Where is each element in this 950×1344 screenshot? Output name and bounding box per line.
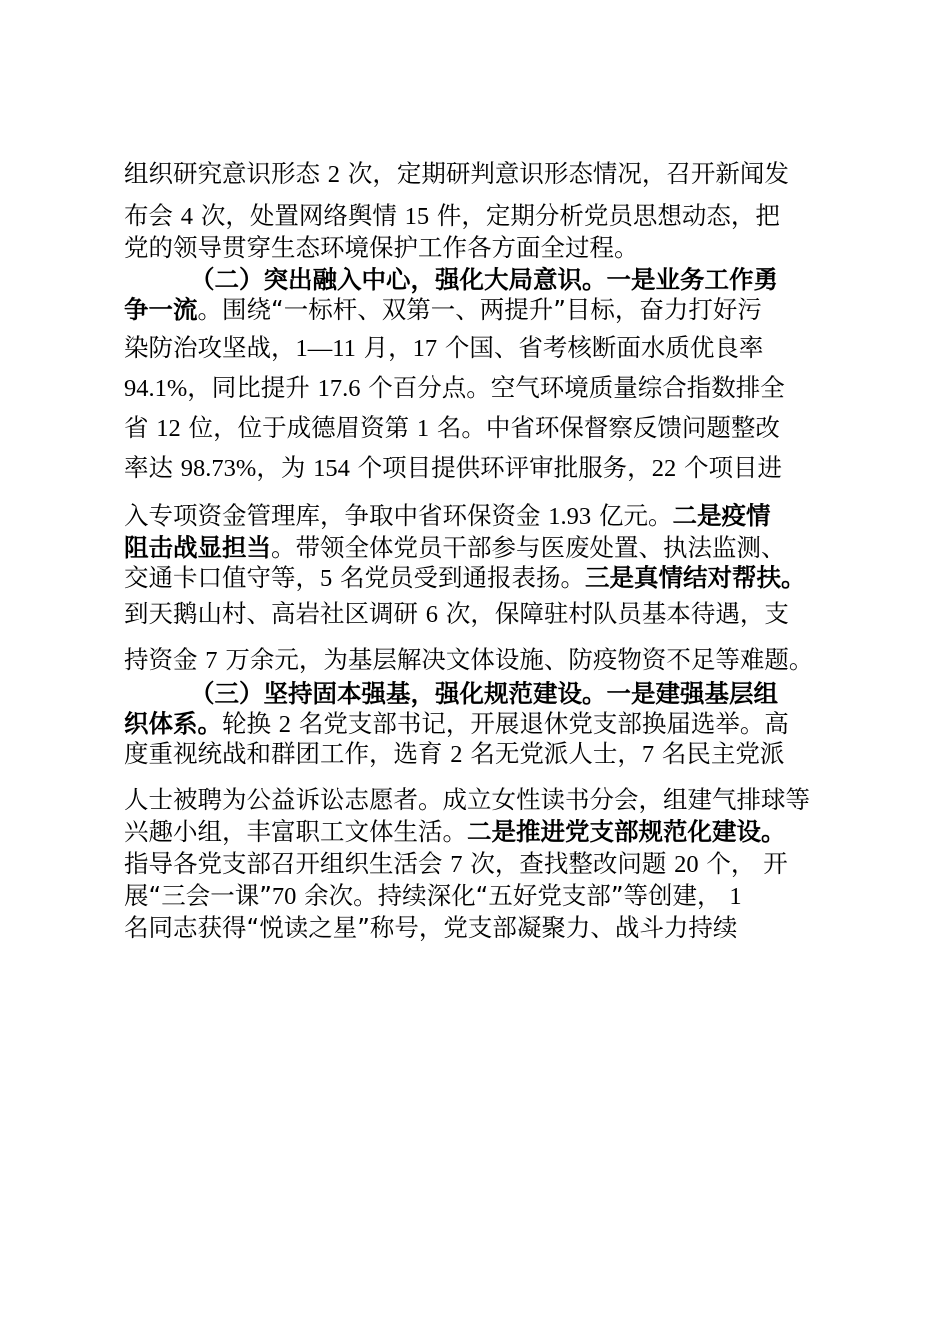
paragraph-line (124, 594, 844, 634)
text-run: 度重视统战和群团工作，选育 (124, 739, 451, 768)
text-run: 名民主党派 (654, 739, 785, 768)
number-run: 22 (651, 455, 677, 482)
text-run: 入专项资金管理库，争取中省环保资金 (124, 501, 549, 530)
text-run: 亿元。 (591, 501, 673, 530)
text-run: 位，位于成德眉资第 (180, 413, 417, 442)
text-run: 次，处置网络舆情 (193, 201, 405, 230)
text-run: 布会 (124, 201, 181, 230)
number-run: 17 (412, 335, 438, 362)
paragraph-line (124, 290, 844, 330)
paragraph-line (124, 368, 844, 408)
text-run: 兴趣小组，丰富职工文体生活。 (124, 817, 467, 846)
text-run: 个， 开 (698, 849, 788, 878)
number-run: 94.1% (124, 375, 188, 402)
text-run: 展“三会一课” (124, 881, 272, 910)
paragraph-line (124, 448, 844, 488)
bold-text-run: 织体系。 (124, 709, 222, 738)
number-run: 2 (327, 161, 341, 188)
text-run: 个项目进 (676, 453, 782, 482)
text-run: 指导各党支部召开组织生活会 (124, 849, 451, 878)
text-run: 名党员受到通报表扬。 (332, 563, 586, 592)
number-run: 98.73% (180, 455, 257, 482)
text-run: 名同志获得“悦读之星”称号，党支部凝聚力、战斗力持续 (124, 913, 738, 942)
text-run: 名党支部书记，开展退休党支部换届选举。高 (291, 709, 789, 738)
text-run: 组织研究意识形态 (124, 159, 328, 188)
text-run: 万余元，为基层解决文体设施、防疫物资不足等难题。 (217, 645, 814, 674)
number-run: 20 (674, 851, 699, 878)
text-run: 轮换 (222, 709, 279, 738)
paragraph-line (124, 408, 844, 448)
text-run: 余次。持续深化“五好党支部”等创建， (296, 881, 730, 910)
text-run: 率达 (124, 453, 181, 482)
text-run: 名无党派人士， (462, 739, 642, 768)
text-run: 月， (355, 333, 413, 362)
text-run: ，同比提升 (187, 373, 318, 402)
number-run: 4 (180, 203, 194, 230)
number-run: 1 (416, 415, 430, 442)
number-run: 17.6 (317, 375, 361, 402)
bold-text-run: 二是推进党支部规范化建设。 (467, 817, 786, 846)
text-run: ，为 (256, 453, 314, 482)
bold-text-run: 二是疫情 (672, 501, 771, 530)
bold-text-run: 三是真情结对帮扶。 (585, 563, 806, 592)
text-run: 。带领全体党员干部参与医废处置、执法监测、 (271, 533, 786, 562)
text-run: 人士被聘为公益诉讼志愿者。成立女性读书分会，组建气排球等 (124, 785, 810, 814)
text-run: 次，查找整改问题 (462, 849, 675, 878)
number-run: 2 (278, 711, 292, 738)
paragraph-line (124, 734, 844, 774)
number-run: 7 (450, 851, 463, 878)
number-run: 7 (641, 741, 655, 768)
text-run: 到天鹅山村、高岩社区调研 (124, 599, 426, 628)
text-run: 次，定期研判意识形态情况，召开新闻发 (340, 159, 789, 188)
text-run: 染防治攻坚战， (124, 333, 296, 362)
text-run: 持资金 (124, 645, 206, 674)
text-run: 次，保障驻村队员基本待遇，支 (438, 599, 789, 628)
paragraph-line (124, 908, 844, 948)
paragraph-line (124, 558, 844, 598)
number-run: 2 (450, 741, 463, 768)
number-run: 70 (271, 883, 297, 910)
text-run: 省 (124, 413, 157, 442)
bold-text-run: 阻击战显担当 (124, 533, 271, 562)
bold-text-run: （二）突出融入中心，强化大局意识。一是业务工作勇 (190, 265, 778, 294)
number-run: 7 (205, 647, 218, 674)
text-run: 党的领导贯穿生态环境保护工作各方面全过程。 (124, 233, 639, 262)
number-run: 15 (404, 203, 430, 230)
number-run: 12 (156, 415, 181, 442)
text-run: 个项目提供环评审批服务， (349, 453, 652, 482)
number-run: 1 (729, 883, 742, 910)
bold-text-run: 争一流 (124, 295, 198, 324)
paragraph-line (124, 154, 844, 194)
number-run: 1—11 (295, 335, 356, 362)
paragraph-line (124, 328, 844, 368)
text-run: 个百分点。空气环境质量综合指数排全 (360, 373, 785, 402)
number-run: 1.93 (548, 503, 592, 530)
text-run: 名。中省环保督察反馈问题整改 (429, 413, 780, 442)
number-run: 6 (425, 601, 439, 628)
number-run: 5 (320, 565, 333, 592)
text-run: 件，定期分析党员思想动态，把 (429, 201, 780, 230)
bold-text-run: （三）坚持固本强基，强化规范建设。一是建强基层组 (190, 679, 778, 708)
number-run: 154 (313, 455, 350, 482)
text-run: 个国、省考核断面水质优良率 (437, 333, 764, 362)
text-run: 交通卡口值守等， (124, 563, 320, 592)
text-run: 。围绕“一标杆、双第一、两提升”目标，奋力打好污 (197, 295, 762, 324)
